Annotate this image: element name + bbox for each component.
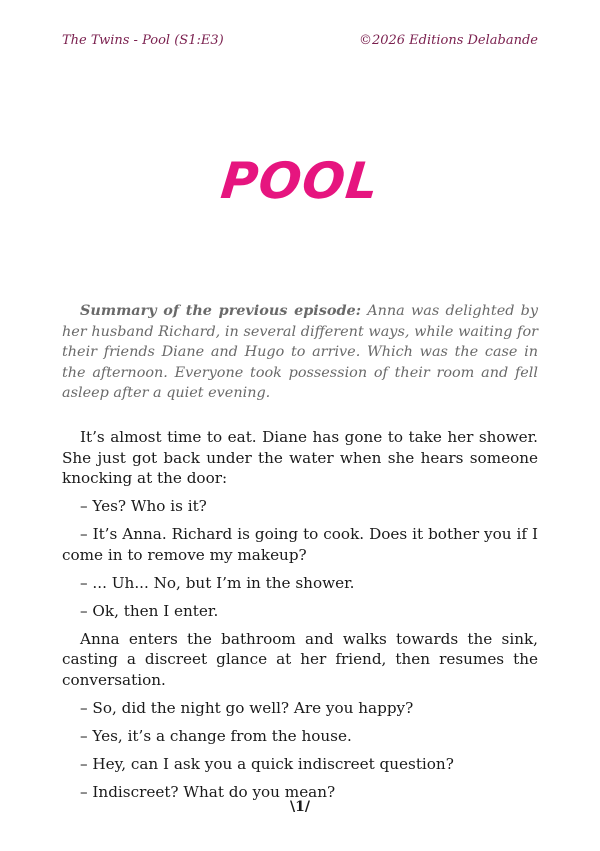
story-text [62,427,538,810]
dialogue-line: – It’s Anna. Richard is going to cook. Does it bother you if I come in to remove my makeup? [62,525,538,564]
running-header-title: The Twins - Pool (S1:E3) [62,33,224,48]
dialogue-line: – So, did the night go well? Are you happy? [80,698,414,717]
paragraph: Anna enters the bathroom and walks towards the sink, casting a discreet glance at her friend, then resumes the conversation. [62,629,538,689]
episode-summary [62,301,538,404]
running-header [62,33,538,48]
dialogue-line: – Ok, then I enter. [80,601,219,620]
summary-lead: Summary of the previous episode: [80,302,362,319]
dialogue-line: – Hey, can I ask you a quick indiscreet question? [80,754,454,773]
running-header-copyright: ©2026 Editions Delabande [358,33,538,48]
dialogue-line: – Yes? Who is it? [80,497,207,515]
summary-text: Anna was delighted by her husband Richard, in several different ways, while waiting for their friends Diane and Hugo to arrive. Which was the case in the afternoon. Everyone took possession of their room and fell asleep after a quiet evening. [62,303,538,401]
chapter-title: POOL [218,152,382,210]
page-number: \1/ [290,799,310,815]
dialogue-line: – Indiscreet? What do you mean? [80,782,336,801]
paragraph: It’s almost time to eat. Diane has gone to take her shower. She just got back under the water when she hears someone knocking at the door: [62,428,538,487]
dialogue-line: – Yes, it’s a change from the house. [80,726,352,745]
dialogue-line: – ... Uh... No, but I’m in the shower. [80,573,355,592]
